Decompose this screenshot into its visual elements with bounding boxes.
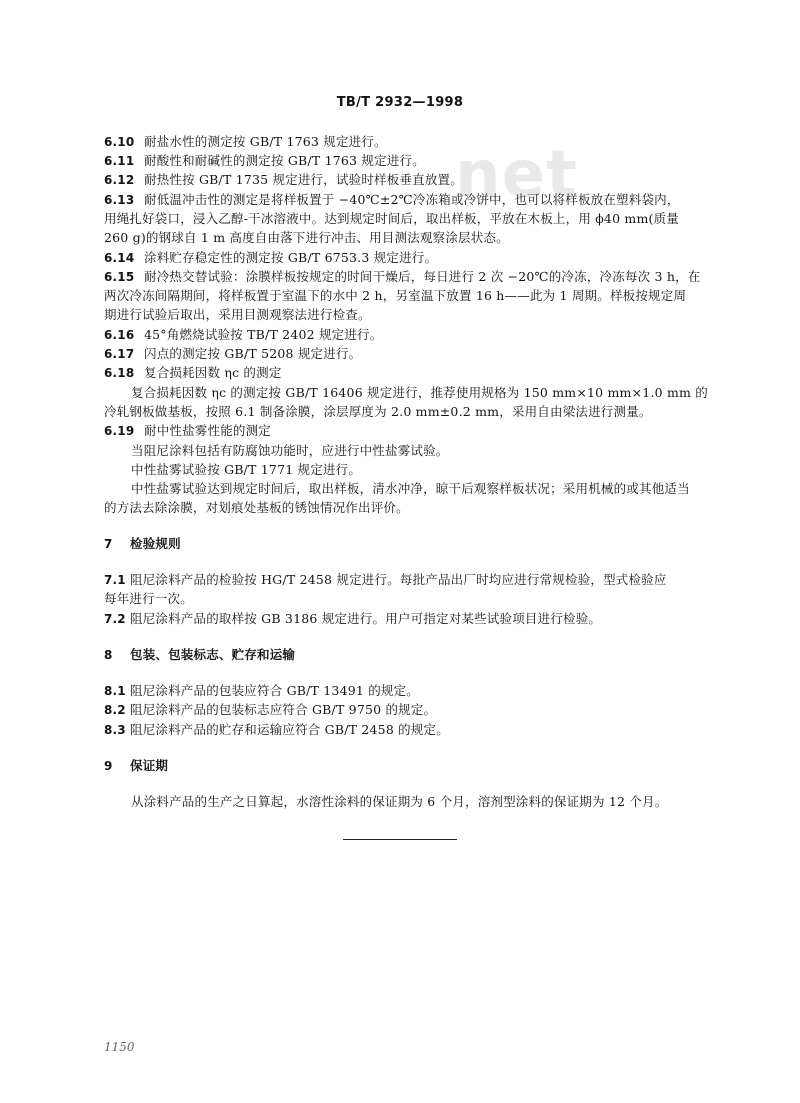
end-rule bbox=[343, 839, 457, 840]
section-9-body: 从涂料产品的生产之日算起，水溶性涂料的保证期为 6 个月，溶剂型涂料的保证期为 12 个月。 bbox=[131, 794, 668, 809]
clause-6-18-body-1: 复合损耗因数 ηc 的测定按 GB/T 16406 规定进行，推荐使用规格为 150 mm×10 mm×1.0 mm 的 bbox=[131, 385, 708, 400]
clause-number: 6.11 bbox=[104, 154, 135, 168]
clause-number: 6.17 bbox=[104, 347, 135, 361]
clause-6-14 bbox=[104, 250, 437, 266]
clause-number: 6.10 bbox=[104, 135, 135, 149]
section-7-title bbox=[104, 536, 181, 552]
clause-number: 6.12 bbox=[104, 173, 135, 187]
page-number: 1150 bbox=[104, 1040, 135, 1054]
clause-6-13 bbox=[104, 192, 680, 208]
clause-number: 8.1 bbox=[104, 684, 126, 698]
clause-text: 耐酸性和耐碱性的测定按 GB/T 1763 规定进行。 bbox=[144, 153, 425, 168]
clause-number: 6.19 bbox=[104, 424, 135, 438]
clause-6-18 bbox=[104, 365, 282, 381]
clause-text: 涂料贮存稳定性的测定按 GB/T 6753.3 规定进行。 bbox=[144, 250, 438, 265]
clause-heading: 耐中性盐雾性能的测定 bbox=[144, 423, 272, 438]
clause-text: 阻尼涂料产品的包装应符合 GB/T 13491 的规定。 bbox=[130, 683, 420, 698]
clause-text: 阻尼涂料产品的检验按 HG/T 2458 规定进行。每批产品出厂时均应进行常规检验，型式检验应 bbox=[130, 572, 667, 587]
clause-6-11 bbox=[104, 153, 425, 169]
watermark-text: net bbox=[455, 138, 578, 212]
clause-text: 闪点的测定按 GB/T 5208 规定进行。 bbox=[144, 346, 362, 361]
clause-number: 8.2 bbox=[104, 703, 126, 717]
section-number: 7 bbox=[104, 537, 113, 551]
clause-text: 耐低温冲击性的测定是将样板置于 −40℃±2℃冷冻箱或冷饼中，也可以将样板放在塑料袋内， bbox=[144, 192, 680, 207]
clause-number: 6.13 bbox=[104, 193, 135, 207]
clause-6-19-body-3: 中性盐雾试验达到规定时间后，取出样板，清水冲净，晾干后观察样板状况；采用机械的或其他适当 bbox=[131, 481, 690, 496]
clause-6-15 bbox=[104, 269, 701, 285]
clause-text: 耐热性按 GB/T 1735 规定进行，试验时样板垂直放置。 bbox=[144, 172, 463, 187]
clause-text: 阻尼涂料产品的贮存和运输应符合 GB/T 2458 的规定。 bbox=[130, 722, 449, 737]
clause-6-13-cont-1: 用绳扎好袋口，浸入乙醇-干冰溶液中。达到规定时间后，取出样板，平放在木板上，用 ϕ40 mm(质量 bbox=[104, 211, 679, 226]
clause-text: 45°角燃烧试验按 TB/T 2402 规定进行。 bbox=[144, 327, 383, 342]
section-title-text: 包装、包装标志、贮存和运输 bbox=[130, 647, 296, 662]
clause-8-3 bbox=[104, 722, 449, 738]
clause-heading: 复合损耗因数 ηc 的测定 bbox=[144, 365, 282, 380]
clause-7-1 bbox=[104, 572, 667, 588]
section-title-text: 检验规则 bbox=[130, 536, 181, 551]
clause-number: 6.18 bbox=[104, 366, 135, 380]
clause-number: 7.1 bbox=[104, 573, 126, 587]
section-title-text: 保证期 bbox=[130, 758, 169, 773]
clause-6-18-body-2: 冷轧钢板做基板，按照 6.1 制备涂膜，涂层厚度为 2.0 mm±0.2 mm，采用自由梁法进行测量。 bbox=[104, 404, 652, 419]
clause-8-1 bbox=[104, 683, 419, 699]
clause-number: 6.16 bbox=[104, 328, 135, 342]
clause-text: 阻尼涂料产品的取样按 GB 3186 规定进行。用户可指定对某些试验项目进行检验。 bbox=[130, 611, 602, 626]
clause-7-1-cont: 每年进行一次。 bbox=[104, 591, 193, 606]
clause-6-15-cont-2: 期进行试验后取出，采用目测观察法进行检查。 bbox=[104, 307, 371, 322]
clause-6-15-cont-1: 两次冷冻间隔期间，将样板置于室温下的水中 2 h，另室温下放置 16 h——此为 1 周期。样板按规定周 bbox=[104, 288, 687, 303]
clause-6-12 bbox=[104, 172, 463, 188]
clause-number: 6.15 bbox=[104, 270, 135, 284]
clause-6-13-cont-2: 260 g)的钢球自 1 m 高度自由落下进行冲击、用目测法观察涂层状态。 bbox=[104, 230, 509, 245]
clause-7-2 bbox=[104, 611, 601, 627]
clause-6-10 bbox=[104, 134, 387, 150]
section-9-title bbox=[104, 758, 168, 774]
section-number: 8 bbox=[104, 648, 113, 662]
clause-text: 阻尼涂料产品的包装标志应符合 GB/T 9750 的规定。 bbox=[130, 702, 437, 717]
clause-6-19-body-1: 当阻尼涂料包括有防腐蚀功能时，应进行中性盐雾试验。 bbox=[131, 443, 449, 458]
clause-number: 7.2 bbox=[104, 612, 126, 626]
clause-number: 8.3 bbox=[104, 723, 126, 737]
clause-text: 耐盐水性的测定按 GB/T 1763 规定进行。 bbox=[144, 134, 387, 149]
section-8-title bbox=[104, 647, 295, 663]
section-number: 9 bbox=[104, 759, 113, 773]
clause-6-19-body-4: 的方法去除涂膜，对划痕处基板的锈蚀情况作出评价。 bbox=[104, 500, 409, 515]
clause-8-2 bbox=[104, 702, 436, 718]
clause-number: 6.14 bbox=[104, 251, 135, 265]
clause-6-17 bbox=[104, 346, 361, 362]
clause-text: 耐冷热交替试验：涂膜样板按规定的时间干燥后，每日进行 2 次 −20℃的冷冻，冷冻每次 3 h，在 bbox=[144, 269, 701, 284]
clause-6-19 bbox=[104, 423, 271, 439]
clause-6-19-body-2: 中性盐雾试验按 GB/T 1771 规定进行。 bbox=[131, 462, 362, 477]
clause-6-16 bbox=[104, 327, 382, 343]
standard-header: TB/T 2932—1998 bbox=[336, 95, 464, 110]
